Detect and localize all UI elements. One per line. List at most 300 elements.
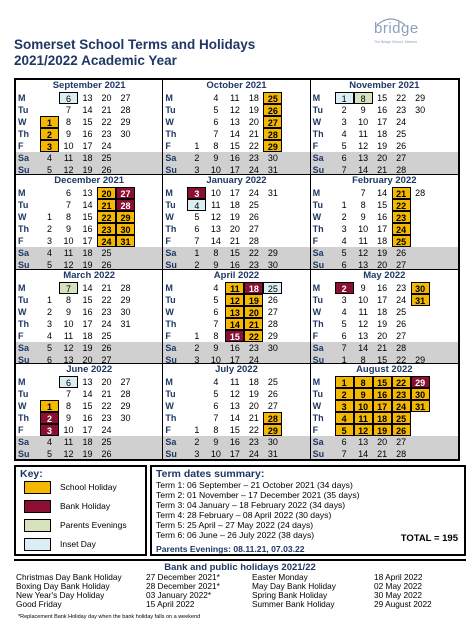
date-cell: 10 [63, 318, 74, 329]
date-cell: 17 [229, 187, 240, 198]
date-cell: 3 [194, 165, 200, 175]
month-september-2021 [16, 80, 163, 175]
month-name: January 2022 [206, 174, 267, 186]
date-cell: 13 [63, 354, 74, 365]
date-cell: 16 [229, 342, 240, 353]
date-cell: 4 [213, 93, 219, 103]
date-cell: 13 [82, 377, 93, 388]
date-cell: 21 [377, 342, 388, 353]
term-line: Term 1: 06 September – 21 October 2021 (34 days) [156, 480, 353, 490]
holiday-name: Spring Bank Holiday [252, 590, 328, 600]
date-cell: 10 [210, 449, 221, 459]
date-cell: 10 [210, 354, 221, 365]
date-cell: 11 [63, 330, 74, 341]
day-label: Tu [165, 389, 176, 400]
footnote: *Replacement Bank Holiday day when the bank holiday falls on a weekend [18, 614, 201, 620]
date-cell: 4 [213, 377, 219, 388]
date-cell: 16 [229, 259, 240, 270]
date-cell: 17 [377, 117, 388, 127]
date-cell: 7 [341, 342, 347, 353]
date-cell: 31 [267, 187, 278, 198]
date-cell: 11 [230, 93, 240, 103]
day-label: F [312, 330, 319, 341]
date-cell: 1 [46, 294, 52, 305]
holiday-date: 18 April 2022 [374, 572, 423, 582]
date-cell: 5 [341, 141, 347, 151]
date-cell: 27 [101, 354, 112, 365]
date-cell: 22 [101, 117, 112, 127]
day-label: Sa [18, 437, 30, 448]
date-cell: 17 [377, 223, 388, 234]
date-cell: 14 [82, 105, 93, 115]
month-december-2021 [16, 175, 163, 270]
date-cell: 16 [377, 105, 388, 115]
date-cell: 18 [377, 129, 388, 139]
date-cell: 24 [248, 165, 259, 175]
date-cell: 23 [392, 211, 411, 223]
date-cell: 10 [358, 117, 369, 127]
date-cell: 18 [373, 412, 392, 424]
date-cell: 24 [248, 354, 259, 365]
date-cell: 23 [248, 259, 259, 270]
date-cell: 12 [225, 294, 244, 306]
date-cell: 9 [213, 342, 219, 353]
date-cell: 6 [213, 117, 219, 127]
day-label: Th [165, 318, 177, 329]
date-cell: 19 [229, 211, 240, 222]
date-cell: 15 [229, 247, 240, 258]
day-label: Tu [18, 199, 29, 210]
day-label: Tu [18, 294, 29, 305]
date-cell: 26 [392, 424, 411, 436]
day-label: Su [18, 354, 30, 365]
month-june-2022 [16, 364, 163, 459]
date-cell: 27 [396, 153, 407, 163]
date-cell: 14 [377, 187, 388, 198]
date-cell: 20 [248, 117, 259, 127]
date-cell: 25 [396, 306, 407, 317]
day-label: M [165, 93, 173, 103]
date-cell: 7 [194, 235, 200, 246]
bank-holiday-names-1 [16, 573, 122, 609]
day-label: Sa [165, 342, 177, 353]
inset-day-swatch [24, 538, 51, 551]
date-cell: 31 [267, 449, 278, 459]
day-label: Su [312, 259, 325, 270]
day-label: M [165, 187, 173, 198]
date-cell: 13 [358, 153, 369, 163]
day-label: Th [165, 223, 177, 234]
day-label: Su [312, 354, 325, 365]
holiday-date: 30 May 2022 [374, 590, 422, 600]
day-label: M [18, 282, 26, 293]
date-cell: 13 [358, 330, 369, 341]
date-cell: 27 [248, 223, 259, 234]
date-cell: 6 [341, 153, 347, 163]
date-cell: 24 [101, 318, 112, 329]
date-cell: 28 [120, 105, 131, 115]
date-cell: 12 [229, 389, 240, 400]
date-cell: 28 [120, 282, 131, 293]
day-label: F [312, 235, 319, 246]
date-cell: 30 [411, 282, 430, 294]
date-cell: 3 [341, 294, 347, 305]
date-cell: 30 [267, 153, 278, 163]
date-cell: 10 [63, 235, 74, 246]
day-label: F [18, 425, 24, 436]
date-cell: 5 [194, 211, 200, 222]
date-cell: 6 [59, 92, 78, 104]
date-cell: 7 [360, 187, 366, 198]
date-cell: 8 [65, 117, 71, 127]
date-cell: 6 [341, 330, 347, 341]
date-cell: 28 [263, 412, 282, 424]
day-label: Th [18, 223, 29, 234]
date-cell: 28 [248, 235, 259, 246]
date-cell: 27 [396, 437, 407, 448]
title-line-1: Somerset School Terms and Holidays [14, 37, 256, 52]
date-cell: 1 [341, 199, 347, 210]
date-cell: 6 [59, 376, 78, 388]
date-cell: 30 [120, 413, 131, 424]
day-label: W [165, 401, 174, 412]
date-cell: 12 [63, 449, 74, 459]
date-cell: 23 [101, 129, 112, 139]
date-cell: 17 [377, 294, 388, 305]
day-label: Th [165, 413, 177, 424]
date-cell: 18 [229, 199, 240, 210]
day-label: F [312, 141, 319, 151]
date-cell: 19 [377, 247, 388, 258]
day-label: W [18, 306, 27, 317]
date-cell: 3 [46, 318, 52, 329]
total-days: TOTAL = 195 [400, 533, 458, 544]
day-label: W [165, 117, 174, 127]
day-label: F [18, 141, 24, 151]
date-cell: 6 [194, 223, 200, 234]
date-cell: 4 [335, 412, 354, 424]
day-label: W [18, 211, 27, 222]
date-cell: 11 [63, 153, 74, 163]
date-cell: 19 [377, 141, 388, 151]
date-cell: 2 [40, 128, 59, 140]
date-cell: 16 [229, 437, 240, 448]
date-cell: 30 [267, 437, 278, 448]
date-cell: 7 [213, 129, 219, 139]
date-cell: 18 [82, 153, 93, 163]
day-label: Sa [312, 247, 324, 258]
date-cell: 16 [373, 388, 392, 400]
day-label: Su [312, 165, 325, 175]
date-cell: 6 [65, 187, 71, 198]
month-july-2022 [163, 364, 310, 459]
date-cell: 22 [101, 401, 112, 412]
day-label: W [165, 306, 174, 317]
date-cell: 23 [396, 282, 407, 293]
date-cell: 3 [46, 235, 52, 246]
date-cell: 28 [267, 318, 278, 329]
date-cell: 19 [248, 105, 259, 115]
date-cell: 2 [40, 412, 59, 424]
date-cell: 6 [341, 437, 347, 448]
date-cell: 29 [120, 117, 131, 127]
date-cell: 5 [46, 342, 52, 353]
month-name: April 2022 [213, 269, 260, 281]
month-name: September 2021 [52, 80, 126, 91]
logo-word: bridge [374, 20, 419, 37]
date-cell: 23 [248, 153, 259, 163]
date-cell: 3 [335, 400, 354, 412]
date-cell: 21 [229, 235, 240, 246]
day-label: M [312, 187, 321, 198]
date-cell: 8 [65, 294, 71, 305]
date-cell: 12 [210, 211, 221, 222]
date-cell: 6 [213, 401, 219, 412]
date-cell: 9 [65, 129, 71, 139]
date-cell: 9 [360, 282, 366, 293]
date-cell: 23 [392, 388, 411, 400]
date-cell: 8 [354, 376, 373, 388]
day-label: F [312, 425, 319, 436]
date-cell: 24 [248, 449, 259, 459]
date-cell: 16 [82, 129, 93, 139]
date-cell: 8 [360, 354, 366, 365]
date-cell: 31 [411, 294, 430, 306]
date-cell: 25 [396, 129, 407, 139]
term-line: Term 6: 06 June – 26 July 2022 (38 days) [156, 530, 315, 540]
day-label: Th [312, 129, 324, 139]
bank-holiday-swatch [24, 500, 51, 513]
date-cell: 14 [82, 199, 93, 210]
day-label: F [165, 330, 171, 341]
holiday-date: 28 December 2021* [146, 581, 220, 591]
date-cell: 3 [40, 424, 59, 436]
holiday-date: 03 January 2022* [146, 590, 212, 600]
date-cell: 2 [46, 306, 52, 317]
date-cell: 17 [229, 354, 240, 365]
date-cell: 12 [354, 424, 373, 436]
day-label: Su [18, 165, 30, 175]
key-label: Parents Evenings [60, 520, 127, 530]
date-cell: 23 [248, 342, 259, 353]
date-cell: 26 [248, 211, 259, 222]
date-cell: 24 [392, 400, 411, 412]
parents-evening-swatch [24, 519, 51, 532]
date-cell: 9 [354, 388, 373, 400]
date-cell: 22 [396, 93, 407, 103]
holiday-name: New Year's Day Holiday [16, 590, 105, 600]
date-cell: 21 [101, 389, 112, 400]
date-cell: 21 [97, 199, 116, 211]
day-label: Th [312, 318, 324, 329]
date-cell: 14 [229, 129, 240, 139]
day-label: Th [312, 223, 324, 234]
date-cell: 19 [373, 424, 392, 436]
date-cell: 16 [229, 153, 240, 163]
holiday-name: Easter Monday [252, 572, 308, 582]
date-cell: 6 [213, 306, 219, 317]
date-cell: 27 [116, 187, 135, 199]
date-cell: 20 [377, 259, 388, 270]
date-cell: 6 [341, 259, 347, 270]
day-label: Sa [165, 437, 177, 448]
date-cell: 28 [263, 128, 282, 140]
day-label: W [18, 117, 27, 127]
date-cell: 5 [341, 318, 347, 329]
date-cell: 24 [392, 223, 411, 235]
day-label: M [18, 93, 26, 103]
date-cell: 29 [120, 294, 131, 305]
date-cell: 11 [358, 129, 368, 139]
date-cell: 11 [358, 235, 368, 246]
date-cell: 27 [267, 306, 278, 317]
month-march-2022 [16, 270, 163, 365]
date-cell: 19 [82, 342, 93, 353]
date-cell: 16 [377, 282, 388, 293]
day-label: M [165, 377, 173, 388]
date-cell: 14 [82, 282, 93, 293]
date-cell: 7 [59, 282, 78, 294]
month-october-2021 [163, 80, 310, 175]
date-cell: 6 [46, 354, 52, 365]
month-november-2021 [311, 80, 458, 175]
day-label: Tu [312, 105, 323, 115]
date-cell: 30 [120, 129, 131, 139]
holiday-name: Summer Bank Holiday [252, 599, 335, 609]
month-february-2022 [311, 175, 458, 270]
date-cell: 4 [187, 199, 206, 211]
date-cell: 20 [229, 223, 240, 234]
day-label: W [18, 401, 27, 412]
date-cell: 27 [120, 93, 131, 103]
holiday-date: 27 December 2021* [146, 572, 220, 582]
day-label: Tu [165, 105, 176, 115]
month-name: October 2021 [206, 80, 267, 91]
date-cell: 13 [82, 93, 93, 103]
date-cell: 10 [63, 141, 74, 151]
date-cell: 24 [396, 294, 407, 305]
date-cell: 11 [358, 306, 368, 317]
date-cell: 22 [97, 211, 116, 223]
date-cell: 30 [411, 388, 430, 400]
term-summary-panel [150, 465, 466, 556]
date-cell: 1 [40, 400, 59, 412]
date-cell: 30 [415, 105, 426, 115]
day-label: F [18, 330, 24, 341]
date-cell: 15 [225, 330, 244, 342]
date-cell: 1 [194, 330, 200, 341]
day-label: Sa [312, 437, 324, 448]
date-cell: 10 [210, 165, 221, 175]
date-cell: 22 [248, 247, 259, 258]
holiday-name: Good Friday [16, 599, 62, 609]
date-cell: 24 [396, 117, 407, 127]
date-cell: 20 [101, 93, 112, 103]
date-cell: 28 [396, 165, 407, 175]
date-cell: 18 [377, 235, 388, 246]
date-cell: 25 [101, 247, 112, 258]
date-cell: 1 [194, 141, 200, 151]
date-cell: 13 [210, 223, 221, 234]
date-cell: 8 [65, 401, 71, 412]
date-cell: 7 [341, 449, 347, 459]
date-cell: 27 [396, 330, 407, 341]
date-cell: 12 [358, 247, 369, 258]
day-label: Tu [312, 294, 323, 305]
date-cell: 13 [82, 187, 93, 198]
date-cell: 5 [213, 389, 219, 400]
date-cell: 20 [101, 377, 112, 388]
day-label: Su [165, 354, 177, 365]
bridge-logo [372, 20, 442, 50]
date-cell: 4 [46, 330, 52, 341]
day-label: F [165, 425, 171, 436]
date-cell: 30 [116, 223, 135, 235]
date-cell: 12 [358, 141, 369, 151]
day-label: W [312, 211, 322, 222]
date-cell: 19 [82, 259, 93, 270]
date-cell: 25 [267, 377, 278, 388]
date-cell: 25 [392, 412, 411, 424]
date-cell: 7 [65, 199, 71, 210]
bank-holidays-title: Bank and public holidays 2021/22 [164, 562, 316, 573]
date-cell: 16 [82, 306, 93, 317]
date-cell: 9 [213, 437, 219, 448]
date-cell: 9 [213, 153, 219, 163]
month-name: May 2022 [363, 269, 406, 281]
holiday-name: May Day Bank Holiday [252, 581, 336, 591]
date-cell: 22 [392, 199, 411, 211]
date-cell: 26 [267, 389, 278, 400]
date-cell: 11 [211, 199, 221, 210]
date-cell: 18 [82, 330, 93, 341]
date-cell: 19 [377, 318, 388, 329]
date-cell: 23 [97, 223, 116, 235]
date-cell: 9 [65, 223, 71, 234]
date-cell: 22 [101, 294, 112, 305]
day-label: W [312, 117, 322, 127]
month-name: March 2022 [63, 269, 116, 281]
day-label: Tu [165, 294, 176, 305]
date-cell: 4 [46, 153, 52, 163]
month-name: February 2022 [352, 174, 417, 186]
day-label: Su [165, 449, 177, 459]
date-cell: 23 [101, 306, 112, 317]
date-cell: 20 [377, 437, 388, 448]
date-cell: 29 [263, 140, 282, 152]
date-cell: 1 [194, 425, 200, 436]
date-cell: 14 [210, 235, 221, 246]
date-cell: 9 [360, 105, 366, 115]
date-cell: 25 [101, 437, 112, 448]
date-cell: 4 [341, 306, 347, 317]
date-cell: 14 [358, 165, 369, 175]
date-cell: 31 [267, 165, 278, 175]
date-cell: 21 [244, 318, 263, 330]
day-label: M [165, 282, 173, 293]
day-label: Su [165, 259, 177, 270]
date-cell: 10 [358, 294, 369, 305]
date-cell: 9 [360, 211, 366, 222]
day-label: Su [18, 449, 30, 459]
date-cell: 20 [248, 401, 259, 412]
day-label: Sa [165, 247, 177, 258]
day-label: W [165, 211, 174, 222]
day-label: Tu [18, 389, 29, 400]
term-line: Term 3: 04 January – 18 February 2022 (34 days) [156, 500, 346, 510]
date-cell: 17 [82, 318, 93, 329]
date-cell: 24 [101, 141, 112, 151]
